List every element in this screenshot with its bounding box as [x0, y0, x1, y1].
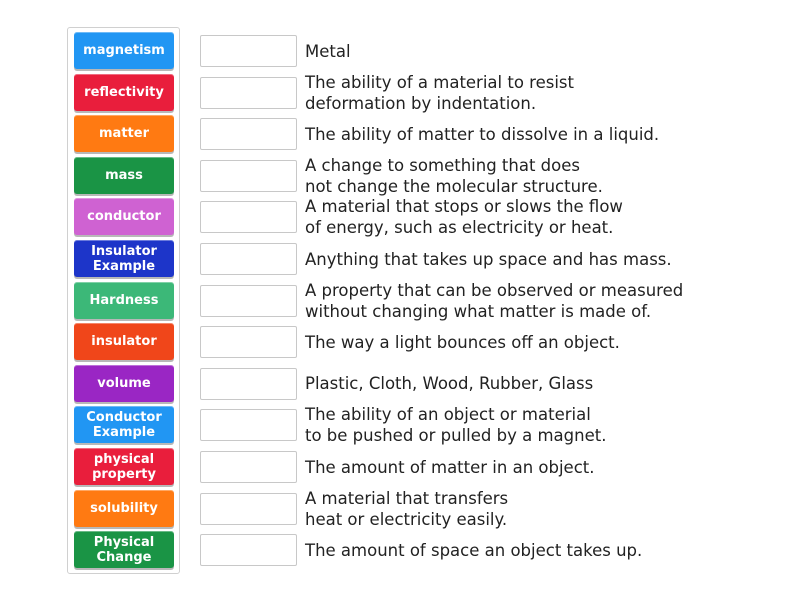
- definition-text: A change to something that does not change the molecular structure.: [305, 155, 603, 196]
- match-row: [200, 534, 760, 568]
- definition-text: The ability of matter to dissolve in a liquid.: [305, 124, 660, 144]
- drop-slot[interactable]: [200, 77, 297, 109]
- drop-slot[interactable]: [200, 160, 297, 192]
- definition-text: A property that can be observed or measured without changing what matter is made of.: [305, 280, 684, 321]
- tile-magnetism[interactable]: magnetism: [74, 32, 174, 69]
- tile-conductor[interactable]: conductor: [74, 198, 174, 235]
- definition-text: The way a light bounces off an object.: [305, 332, 620, 352]
- drop-slot[interactable]: [200, 326, 297, 358]
- tile-physical-change[interactable]: Physical Change: [74, 531, 174, 568]
- drop-slot[interactable]: [200, 409, 297, 441]
- tile-solubility[interactable]: solubility: [74, 490, 174, 527]
- tile-conductor-example[interactable]: Conductor Example: [74, 406, 174, 443]
- drop-slot[interactable]: [200, 118, 297, 150]
- definition-text: The amount of matter in an object.: [305, 457, 595, 477]
- drop-slot[interactable]: [200, 493, 297, 525]
- word-bank: [67, 27, 180, 574]
- definition-text: The ability of a material to resist deformation by indentation.: [305, 72, 574, 113]
- match-row: [200, 405, 760, 446]
- definition-text: Anything that takes up space and has mass.: [305, 249, 672, 269]
- tile-insulator-example[interactable]: Insulator Example: [74, 240, 174, 277]
- tile-mass[interactable]: mass: [74, 157, 174, 194]
- definition-text: The ability of an object or material to be pushed or pulled by a magnet.: [305, 405, 607, 446]
- match-row: [200, 155, 760, 196]
- match-row: [200, 368, 760, 402]
- match-row: [200, 280, 760, 321]
- tile-insulator[interactable]: insulator: [74, 323, 174, 360]
- definition-text: Metal: [305, 41, 351, 61]
- tile-matter[interactable]: matter: [74, 115, 174, 152]
- match-row: [200, 326, 760, 360]
- definition-text: Plastic, Cloth, Wood, Rubber, Glass: [305, 374, 594, 394]
- definition-text: The amount of space an object takes up.: [305, 540, 643, 560]
- drop-slot[interactable]: [200, 35, 297, 67]
- definition-text: A material that transfers heat or electricity easily.: [305, 488, 509, 529]
- match-row: [200, 197, 760, 238]
- drop-slot[interactable]: [200, 451, 297, 483]
- drop-slot[interactable]: [200, 201, 297, 233]
- match-row: [200, 72, 760, 113]
- match-row: [200, 451, 760, 485]
- tile-volume[interactable]: volume: [74, 365, 174, 402]
- drop-slot[interactable]: [200, 534, 297, 566]
- drop-slot[interactable]: [200, 285, 297, 317]
- match-row: [200, 488, 760, 529]
- definition-text: A material that stops or slows the flow of energy, such as electricity or heat.: [305, 197, 623, 238]
- tile-physical-property[interactable]: physical property: [74, 448, 174, 485]
- tile-reflectivity[interactable]: reflectivity: [74, 74, 174, 111]
- drop-slot[interactable]: [200, 243, 297, 275]
- match-row: [200, 118, 760, 152]
- drop-slot[interactable]: [200, 368, 297, 400]
- tile-hardness[interactable]: Hardness: [74, 282, 174, 319]
- match-row: [200, 243, 760, 277]
- match-row: [200, 35, 760, 69]
